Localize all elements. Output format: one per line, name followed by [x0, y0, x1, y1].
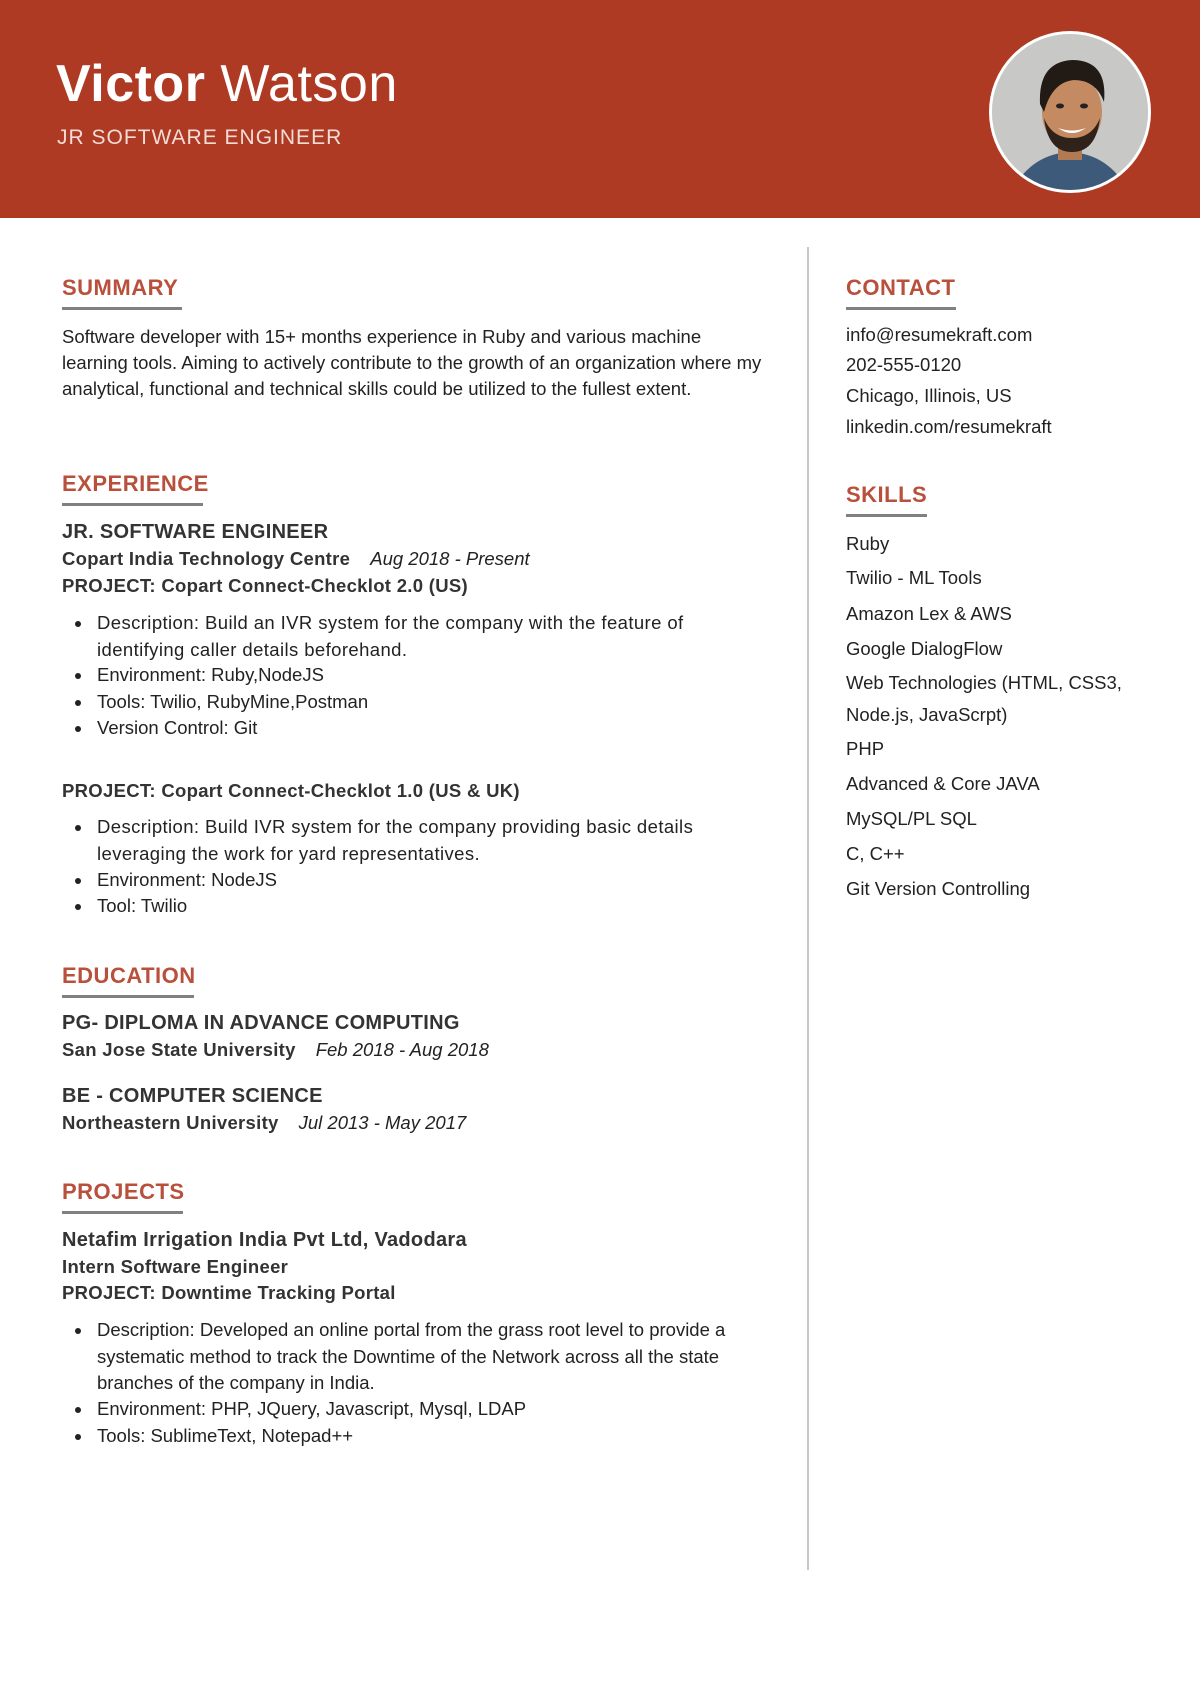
skill-item: Amazon Lex & AWS — [846, 603, 1012, 624]
school-line — [62, 1037, 489, 1063]
profile-photo — [989, 31, 1151, 193]
list-item: Tools: SublimeText, Notepad++ — [97, 1423, 769, 1450]
education-underline — [62, 995, 194, 998]
experience-heading: EXPERIENCE — [62, 471, 209, 496]
project-title: PROJECT: Copart Connect-Checklot 1.0 (US & UK) — [62, 780, 520, 801]
list-item: Environment: NodeJS — [97, 867, 769, 894]
candidate-name — [56, 54, 398, 114]
summary-text: Software developer with 15+ months experience in Ruby and various machine learning tools. Aiming to actively contribute to the growth of an organization where my analytical, functional and technical skills could be utilized to the fullest extent. — [62, 326, 762, 399]
project-company: Netafim Irrigation India Pvt Ltd, Vadodara — [62, 1229, 467, 1251]
skill-item: Google DialogFlow — [846, 638, 1003, 659]
contact-location: Chicago, Illinois, US — [846, 385, 1012, 406]
experience-underline — [62, 503, 203, 506]
contact-email[interactable]: info@resumekraft.com — [846, 324, 1033, 345]
skills-underline — [846, 514, 927, 517]
school-dates: Feb 2018 - Aug 2018 — [315, 1039, 489, 1060]
list-item: Version Control: Git — [97, 715, 769, 742]
skill-item: PHP — [846, 738, 885, 759]
list-item: Environment: Ruby,NodeJS — [97, 662, 769, 689]
header-banner — [0, 0, 1200, 218]
column-divider — [807, 247, 809, 1570]
list-item: Description: Developed an online portal from the grass root level to provide a systematic method to track the Downtime of the Network across all the state branches of the company in India. — [97, 1317, 769, 1397]
summary-underline — [62, 307, 182, 310]
skill-item: C, C++ — [846, 843, 905, 864]
list-item: Description: Build an IVR system for the company with the feature of identifying caller details beforehand. — [97, 610, 769, 663]
company-name: Copart India Technology Centre — [62, 548, 351, 569]
last-name: Watson — [220, 55, 398, 113]
project-title: PROJECT: Copart Connect-Checklot 2.0 (US) — [62, 575, 468, 596]
school-name: San Jose State University — [62, 1039, 296, 1060]
contact-heading: CONTACT — [846, 275, 956, 300]
skill-item: Git Version Controlling — [846, 878, 1031, 899]
skill-item: Web Technologies (HTML, CSS3, — [846, 672, 1122, 693]
skills-heading: SKILLS — [846, 482, 928, 507]
school-line — [62, 1110, 466, 1136]
projects-heading: PROJECTS — [62, 1179, 185, 1204]
skill-item: Advanced & Core JAVA — [846, 773, 1040, 794]
school-name: Northeastern University — [62, 1112, 279, 1133]
skill-item: Node.js, JavaScrpt) — [846, 704, 1008, 725]
list-item: Tools: Twilio, RubyMine,Postman — [97, 689, 769, 716]
project-role: Intern Software Engineer — [62, 1256, 289, 1277]
skill-item: MySQL/PL SQL — [846, 808, 977, 829]
job-title: JR. SOFTWARE ENGINEER — [62, 521, 329, 543]
degree: PG- DIPLOMA IN ADVANCE COMPUTING — [62, 1012, 460, 1034]
first-name: Victor — [56, 55, 206, 113]
contact-phone: 202-555-0120 — [846, 354, 962, 375]
projects-underline — [62, 1211, 183, 1214]
list-item: Environment: PHP, JQuery, Javascript, Mysql, LDAP — [97, 1396, 769, 1423]
project-title: PROJECT: Downtime Tracking Portal — [62, 1282, 396, 1303]
list-item: Description: Build IVR system for the company providing basic details leveraging the work for yard representatives. — [97, 814, 769, 867]
skill-item: Twilio - ML Tools — [846, 567, 982, 588]
list-item: Tool: Twilio — [97, 893, 769, 920]
contact-underline — [846, 307, 956, 310]
education-heading: EDUCATION — [62, 963, 196, 988]
candidate-title: JR SOFTWARE ENGINEER — [57, 126, 343, 149]
degree: BE - COMPUTER SCIENCE — [62, 1085, 323, 1107]
summary-heading: SUMMARY — [62, 275, 179, 300]
job-dates: Aug 2018 - Present — [370, 548, 530, 569]
skill-item: Ruby — [846, 533, 890, 554]
contact-linkedin[interactable]: linkedin.com/resumekraft — [846, 416, 1052, 437]
company-line — [62, 546, 530, 572]
school-dates: Jul 2013 - May 2017 — [298, 1112, 467, 1133]
